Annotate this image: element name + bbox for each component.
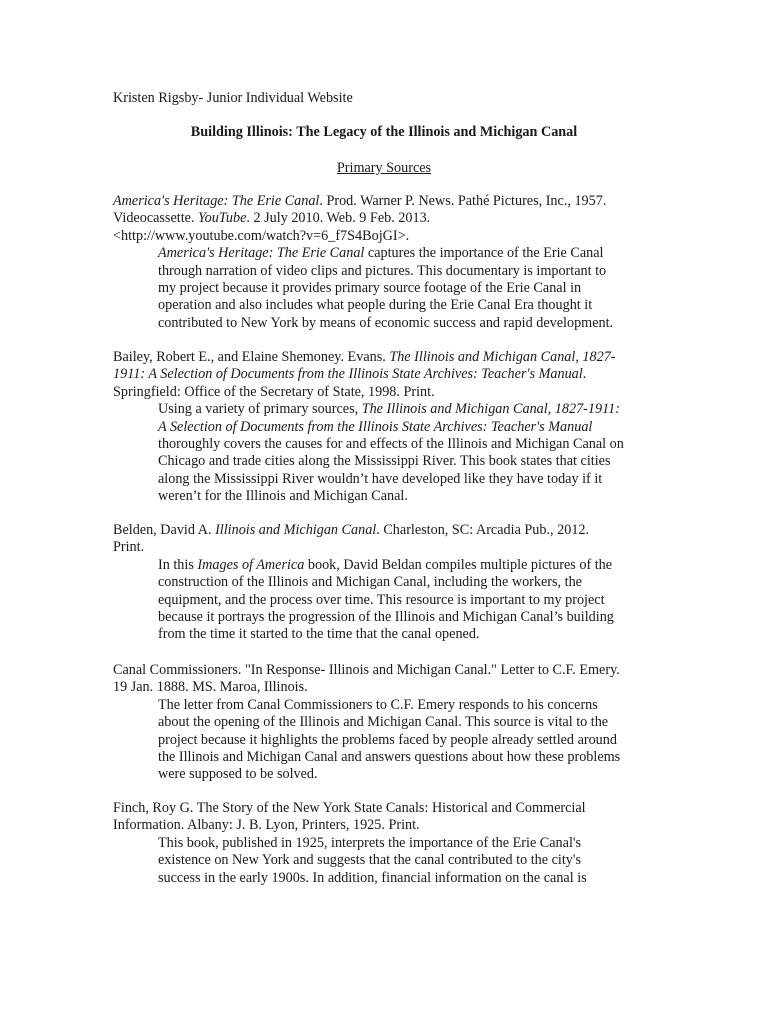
citation-line <box>113 662 653 679</box>
annotation-line <box>158 419 653 436</box>
annotation-line <box>158 488 653 505</box>
annotation-line <box>158 436 653 453</box>
text-run: A Selection of Documents from the Illinois State Archives: Teacher's Manual <box>158 418 593 435</box>
annotation-line <box>158 835 653 852</box>
text-run: . Prod. Warner P. News. Pathé Pictures, Inc., 1957. <box>319 193 607 209</box>
text-run: success in the early 1900s. In addition, financial information on the canal is <box>158 869 587 886</box>
annotation-line <box>158 557 653 574</box>
citation <box>113 193 653 245</box>
text-run: Images of America <box>197 556 305 573</box>
text-run: The Illinois and Michigan Canal, 1827-1911: <box>361 401 620 418</box>
text-run: equipment, and the process over time. This resource is important to my project <box>158 591 605 608</box>
citation-line <box>113 817 653 834</box>
annotation-line <box>158 870 653 887</box>
text-run: America's Heritage: The Erie Canal <box>113 193 320 209</box>
annotation-line <box>158 732 653 749</box>
text-run: Videocassette. <box>113 210 199 227</box>
text-run: America's Heritage: The Erie Canal <box>158 245 365 262</box>
text-run: . Charleston, SC: Arcadia Pub., 2012. <box>376 522 590 538</box>
text-run: YouTube <box>198 210 247 227</box>
text-run: Bailey, Robert E., and Elaine Shemoney. Evans. <box>113 349 390 365</box>
annotation-line <box>158 245 653 262</box>
text-run: the Illinois and Michigan Canal and answers questions about how these problems <box>158 748 621 765</box>
annotation-line <box>158 714 653 731</box>
section-heading: Primary Sources <box>336 160 432 176</box>
citation <box>113 349 653 401</box>
text-run: Finch, Roy G. The Story of the New York State Canals: Historical and Commercial <box>113 800 586 816</box>
text-run: Print. <box>113 539 145 556</box>
citation <box>113 662 653 697</box>
annotation-line <box>158 280 653 297</box>
annotation-line <box>158 852 653 869</box>
bibliography-entry <box>113 522 653 644</box>
annotation-line <box>158 766 653 783</box>
text-run: Belden, David A. <box>113 522 216 538</box>
text-run: weren’t for the Illinois and Michigan Canal. <box>158 488 408 505</box>
annotation-line <box>158 609 653 626</box>
annotation <box>113 557 653 644</box>
text-run: Using a variety of primary sources, <box>158 401 362 418</box>
citation-line <box>113 193 653 210</box>
text-run: The letter from Canal Commissioners to C.F. Emery responds to his concerns <box>158 696 598 713</box>
text-run: The Illinois and Michigan Canal, 1827- <box>389 349 616 365</box>
citation-line <box>113 522 653 539</box>
citation <box>113 800 653 835</box>
text-run: Springfield: Office of the Secretary of State, 1998. Print. <box>113 383 435 400</box>
text-run: This book, published in 1925, interprets the importance of the Erie Canal's <box>158 834 581 851</box>
text-run: my project because it provides primary source footage of the Erie Canal in <box>158 279 582 296</box>
citation-line <box>113 366 653 383</box>
citation-line <box>113 539 653 556</box>
annotation-line <box>158 749 653 766</box>
citation-line <box>113 800 653 817</box>
text-run: existence on New York and suggests that the canal contributed to the city's <box>158 852 581 869</box>
text-run: . 2 July 2010. Web. 9 Feb. 2013. <box>246 210 431 227</box>
citation-line <box>113 228 653 245</box>
text-run: Information. Albany: J. B. Lyon, Printers, 1925. Print. <box>113 817 420 834</box>
annotation-line <box>158 592 653 609</box>
annotation <box>113 697 653 784</box>
text-run: 19 Jan. 1888. MS. Maroa, Illinois. <box>113 679 308 696</box>
bibliography-entry <box>113 662 653 784</box>
text-run: Canal Commissioners. "In Response- Illinois and Michigan Canal." Letter to C.F. Emery. <box>113 662 620 678</box>
citation-line <box>113 210 653 227</box>
text-run: about the opening of the Illinois and Michigan Canal. This source is vital to the <box>158 714 609 731</box>
annotation-line <box>158 297 653 314</box>
author-line: Kristen Rigsby- Junior Individual Website <box>113 90 353 106</box>
annotation-line <box>158 453 653 470</box>
citation-line <box>113 349 653 366</box>
annotation <box>113 245 653 332</box>
annotation-line <box>158 315 653 332</box>
text-run: <http://www.youtube.com/watch?v=6_f7S4BojGI>. <box>113 227 410 244</box>
text-run: were supposed to be solved. <box>158 766 318 783</box>
text-run: 1911: A Selection of Documents from the Illinois State Archives: Teacher's Manual <box>113 366 583 383</box>
text-run: operation and also includes what people during the Erie Canal Era thought it <box>158 297 593 314</box>
annotation-line <box>158 697 653 714</box>
text-run: from the time it started to the time that the canal opened. <box>158 626 480 643</box>
text-run: Illinois and Michigan Canal <box>215 522 377 538</box>
annotation-line <box>158 574 653 591</box>
annotation-line <box>158 471 653 488</box>
annotation-line <box>158 401 653 418</box>
text-run: project because it highlights the problems faced by people already settled around <box>158 731 617 748</box>
text-run: because it portrays the progression of the Illinois and Michigan Canal’s building <box>158 608 614 625</box>
text-run: book, David Beldan compiles multiple pictures of the <box>304 556 613 573</box>
annotation <box>113 401 653 505</box>
text-run: through narration of video clips and pictures. This documentary is important to <box>158 262 607 279</box>
text-run: . <box>582 366 587 383</box>
page-title: Building Illinois: The Legacy of the Illinois and Michigan Canal <box>190 124 578 140</box>
annotation-line <box>158 263 653 280</box>
citation <box>113 522 653 557</box>
annotation <box>113 835 653 887</box>
text-run: In this <box>158 556 198 573</box>
text-run: contributed to New York by means of economic success and rapid development. <box>158 314 614 331</box>
text-run: thoroughly covers the causes for and effects of the Illinois and Michigan Canal on <box>158 435 624 452</box>
text-run: captures the importance of the Erie Canal <box>364 245 604 262</box>
text-run: construction of the Illinois and Michigan Canal, including the workers, the <box>158 574 582 591</box>
text-run: Chicago and trade cities along the Mississippi River. This book states that cities <box>158 453 611 470</box>
bibliography-entry <box>113 193 653 332</box>
citation-line <box>113 384 653 401</box>
annotation-line <box>158 626 653 643</box>
bibliography-entry <box>113 800 653 887</box>
citation-line <box>113 679 653 696</box>
text-run: along the Mississippi River wouldn’t have developed like they have today if it <box>158 470 603 487</box>
bibliography-entry <box>113 349 653 506</box>
